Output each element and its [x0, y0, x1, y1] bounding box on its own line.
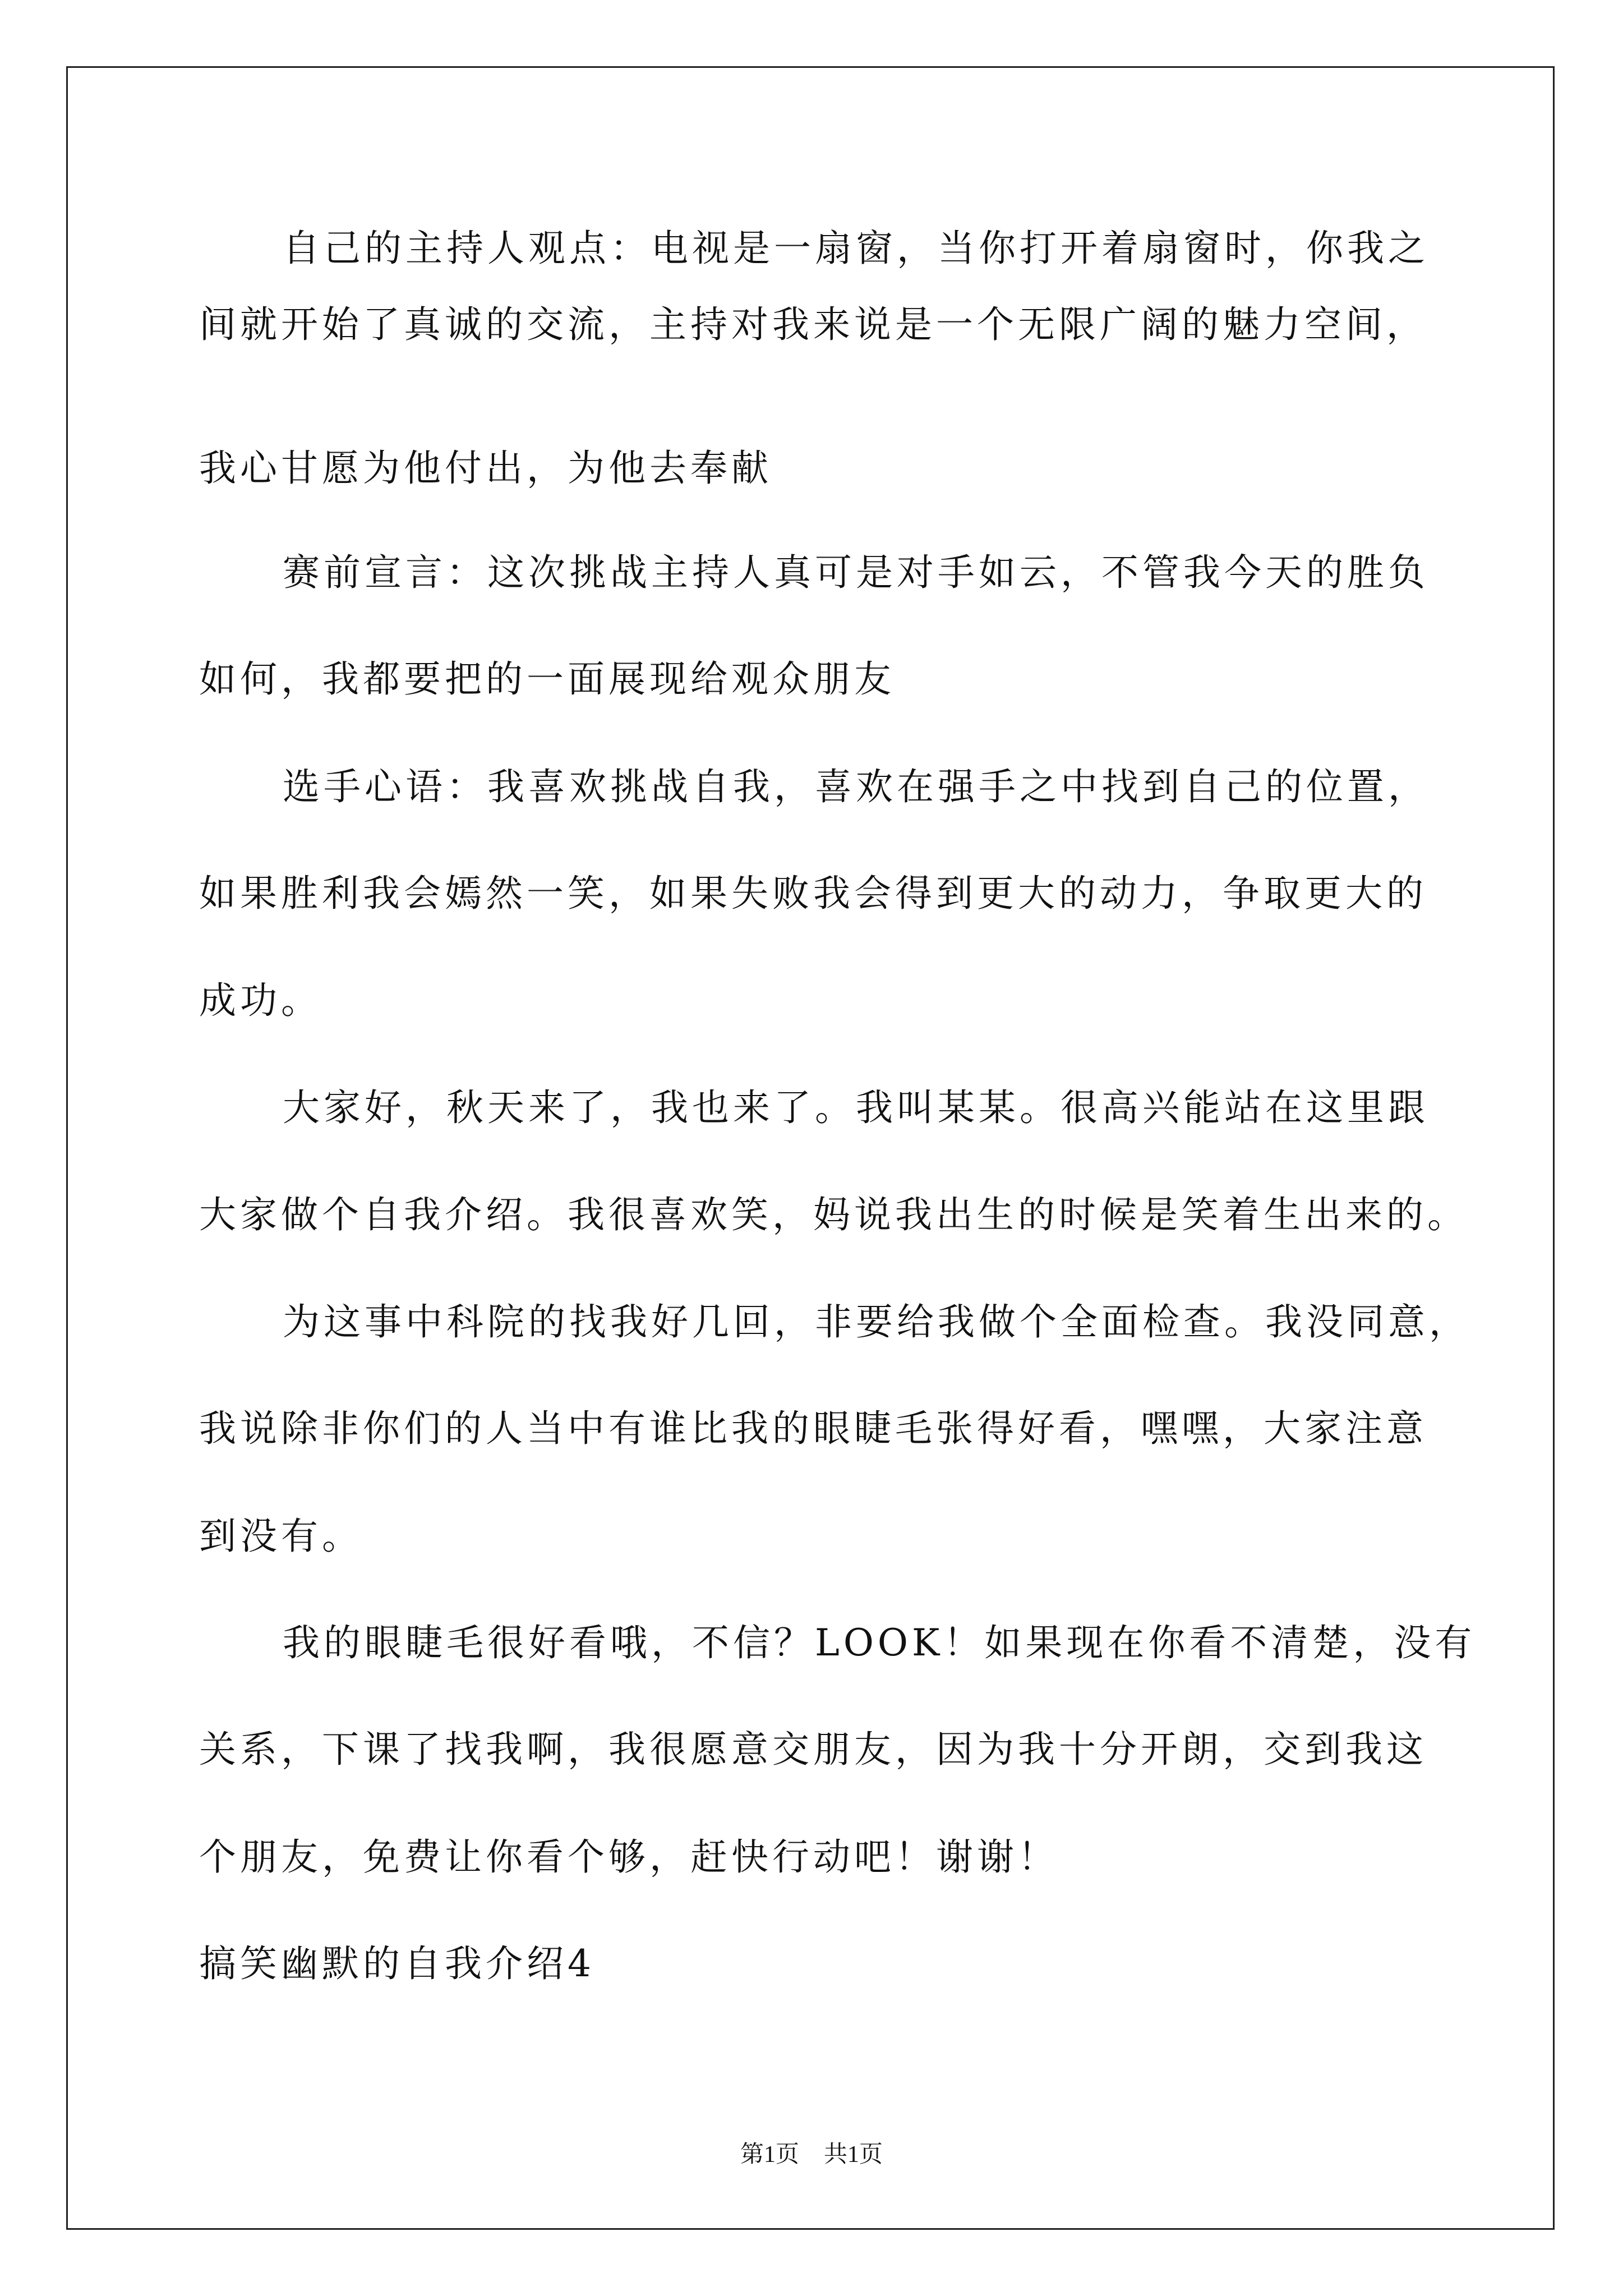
text-line: 选手心语：我喜欢挑战自我，喜欢在强手之中找到自己的位置， — [283, 765, 1429, 808]
text-line: 成功。 — [199, 979, 322, 1022]
page-number: 第1页 — [740, 2142, 799, 2168]
text-line: 为这事中科院的找我好几回，非要给我做个全面检查。我没同意， — [283, 1300, 1470, 1343]
text-line: 大家做个自我介绍。我很喜欢笑，妈说我出生的时候是笑着生出来的。 — [199, 1193, 1468, 1236]
section-heading: 搞笑幽默的自我介绍4 — [199, 1942, 595, 1985]
text-line: 间就开始了真诚的交流，主持对我来说是一个无限广阔的魅力空间， — [199, 303, 1427, 346]
text-line: 如果胜利我会嫣然一笑，如果失败我会得到更大的动力，争取更大的 — [199, 872, 1427, 915]
text-line: 如何，我都要把的一面展现给观众朋友 — [199, 657, 895, 701]
text-line: 关系，下课了找我啊，我很愿意交朋友，因为我十分开朗，交到我这 — [199, 1728, 1427, 1771]
text-line: 个朋友，免费让你看个够，赶快行动吧！谢谢！ — [199, 1835, 1059, 1879]
text-line: 我的眼睫毛很好看哦，不信？LOOK！如果现在你看不清楚，没有 — [283, 1621, 1476, 1664]
page-border — [66, 66, 1555, 2230]
text-line: 自己的主持人观点：电视是一扇窗，当你打开着扇窗时，你我之 — [283, 227, 1429, 270]
text-line: 大家好，秋天来了，我也来了。我叫某某。很高兴能站在这里跟 — [283, 1086, 1429, 1129]
text-line: 到没有。 — [199, 1515, 363, 1558]
page-total: 共1页 — [824, 2142, 883, 2168]
text-line: 赛前宣言：这次挑战主持人真可是对手如云，不管我今天的胜负 — [283, 551, 1429, 594]
text-line: 我心甘愿为他付出，为他去奉献 — [199, 447, 772, 490]
page-footer — [0, 2136, 1623, 2169]
text-line: 我说除非你们的人当中有谁比我的眼睫毛张得好看，嘿嘿，大家注意 — [199, 1407, 1427, 1450]
